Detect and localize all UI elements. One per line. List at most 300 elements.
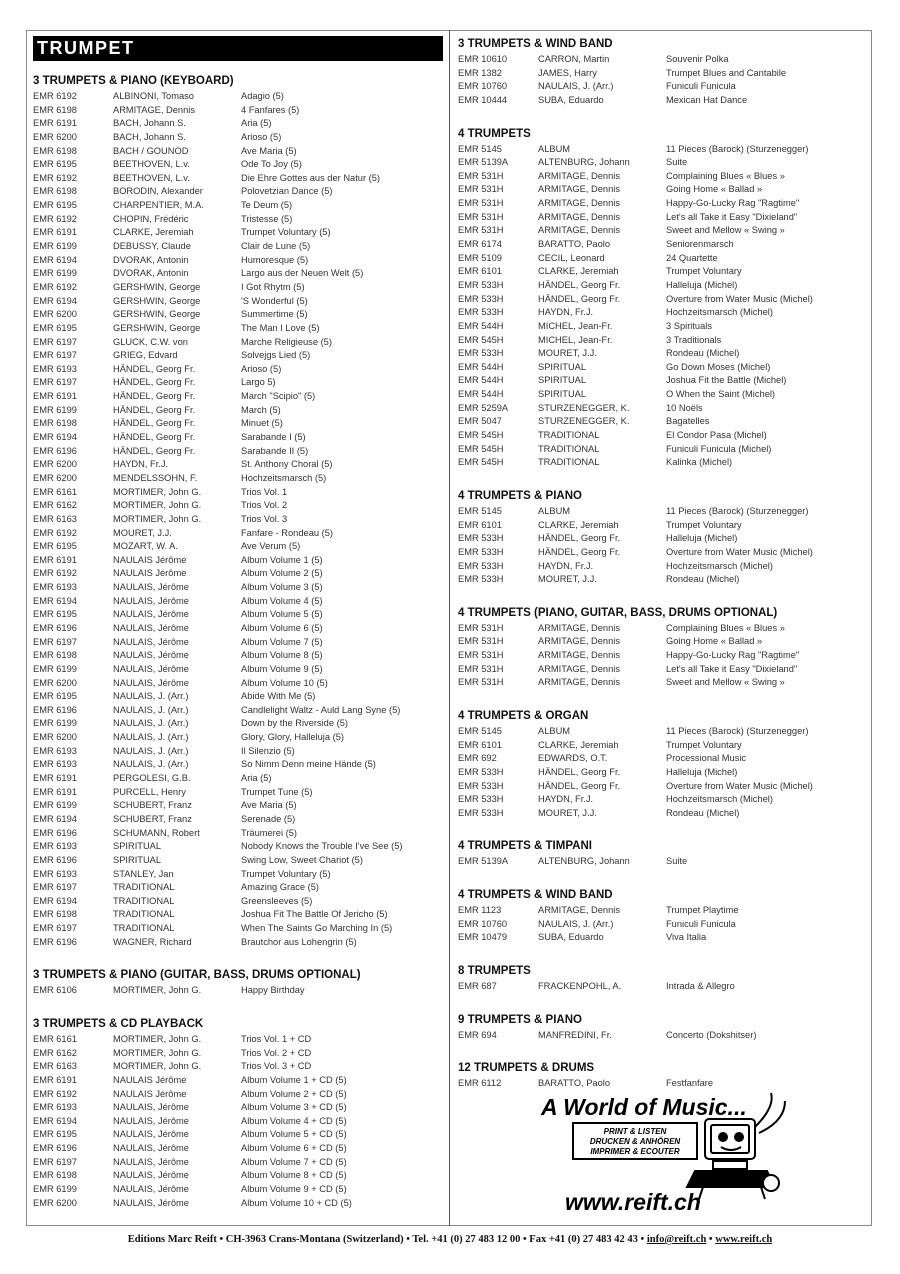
catalog-row bbox=[33, 240, 443, 254]
catalog-number: EMR 6199 bbox=[33, 268, 77, 279]
catalog-row bbox=[458, 904, 868, 918]
catalog-row bbox=[33, 868, 443, 882]
work-title: Trios Vol. 2 bbox=[241, 500, 288, 511]
catalog-number: EMR 6195 bbox=[33, 159, 77, 170]
composer: MICHEL, Jean-Fr. bbox=[538, 334, 613, 345]
work-title: March "Scipio" (5) bbox=[241, 391, 316, 402]
catalog-number: EMR 6199 bbox=[33, 718, 77, 729]
catalog-row bbox=[33, 1047, 443, 1061]
catalog-section bbox=[458, 963, 868, 994]
composer: HAYDN, Fr.J. bbox=[538, 560, 594, 571]
catalog-row bbox=[33, 595, 443, 609]
catalog-number: EMR 6192 bbox=[33, 527, 77, 538]
work-title: 3 Traditionals bbox=[666, 334, 722, 345]
work-title: Festfanfare bbox=[666, 1078, 714, 1089]
section-heading: 9 TRUMPETS & PIANO bbox=[458, 1013, 582, 1026]
work-title: Concerto (Dokshitser) bbox=[666, 1029, 757, 1040]
work-title: I Got Rhytm (5) bbox=[241, 281, 305, 292]
composer: CLARKE, Jeremiah bbox=[538, 519, 619, 530]
catalog-number: EMR 6163 bbox=[33, 513, 77, 524]
catalog-row bbox=[33, 745, 443, 759]
catalog-section bbox=[458, 126, 868, 470]
catalog-number: EMR 6196 bbox=[33, 445, 77, 456]
catalog-number: EMR 531H bbox=[458, 663, 504, 674]
composer: TRADITIONAL bbox=[538, 430, 600, 441]
catalog-number: EMR 533H bbox=[458, 766, 504, 777]
catalog-row bbox=[458, 918, 868, 932]
catalog-number: EMR 6191 bbox=[33, 118, 77, 129]
catalog-number: EMR 6194 bbox=[33, 895, 77, 906]
work-title: Sarabande II (5) bbox=[241, 445, 309, 456]
work-title: The Man I Love (5) bbox=[241, 322, 320, 333]
catalog-number: EMR 533H bbox=[458, 546, 504, 557]
catalog-row bbox=[33, 499, 443, 513]
catalog-row bbox=[33, 1074, 443, 1088]
section-heading: 3 TRUMPETS & PIANO (KEYBOARD) bbox=[33, 75, 234, 87]
composer: ARMITAGE, Dennis bbox=[538, 225, 620, 236]
catalog-row bbox=[458, 980, 868, 994]
composer: SPIRITUAL bbox=[538, 375, 587, 386]
catalog-number: EMR 6193 bbox=[33, 582, 77, 593]
catalog-number: EMR 531H bbox=[458, 225, 504, 236]
composer: NAULAIS, Jérôme bbox=[113, 1102, 189, 1113]
work-title: Suite bbox=[666, 157, 688, 168]
catalog-row bbox=[33, 117, 443, 131]
catalog-number: EMR 531H bbox=[458, 184, 504, 195]
work-title: Kalinka (Michel) bbox=[666, 457, 733, 468]
work-title: Bagatelles bbox=[666, 416, 710, 427]
catalog-number: EMR 533H bbox=[458, 574, 504, 585]
composer: SUBA, Eduardo bbox=[538, 94, 604, 105]
composer: CLARKE, Jeremiah bbox=[538, 739, 619, 750]
section-heading: 3 TRUMPETS & CD PLAYBACK bbox=[33, 1018, 204, 1030]
composer: NAULAIS, Jérôme bbox=[113, 636, 189, 647]
work-title: Album Volume 9 + CD (5) bbox=[241, 1184, 347, 1195]
catalog-number: EMR 6196 bbox=[33, 622, 77, 633]
catalog-row bbox=[33, 486, 443, 500]
right-column bbox=[458, 36, 868, 1091]
catalog-number: EMR 6199 bbox=[33, 241, 77, 252]
catalog-row bbox=[458, 739, 868, 753]
composer: MICHEL, Jean-Fr. bbox=[538, 320, 613, 331]
composer: TRADITIONAL bbox=[113, 923, 175, 934]
catalog-number: EMR 531H bbox=[458, 677, 504, 688]
composer: MORTIMER, John G. bbox=[113, 1047, 202, 1058]
catalog-number: EMR 544H bbox=[458, 389, 504, 400]
catalog-row bbox=[458, 224, 868, 238]
logo-line1: PRINT & LISTEN bbox=[603, 1127, 667, 1136]
catalog-row bbox=[458, 197, 868, 211]
work-title: Nobody Knows the Trouble I've See (5) bbox=[241, 841, 403, 852]
composer: HÄNDEL, Georg Fr. bbox=[538, 546, 621, 557]
catalog-row bbox=[33, 786, 443, 800]
work-title: Hochzeitsmarsch (Michel) bbox=[666, 307, 773, 318]
catalog-number: EMR 544H bbox=[458, 320, 504, 331]
right-sections bbox=[458, 36, 868, 1091]
composer: NAULAIS, Jérôme bbox=[113, 1129, 189, 1140]
composer: MORTIMER, John G. bbox=[113, 1061, 202, 1072]
catalog-number: EMR 531H bbox=[458, 170, 504, 181]
catalog-row bbox=[458, 573, 868, 587]
composer: NAULAIS, Jérôme bbox=[113, 1197, 189, 1208]
catalog-number: EMR 6200 bbox=[33, 472, 77, 483]
composer: BARATTO, Paolo bbox=[538, 1078, 610, 1089]
composer: HÄNDEL, Georg Fr. bbox=[113, 445, 196, 456]
work-title: Aria (5) bbox=[241, 118, 272, 129]
work-title: Album Volume 8 (5) bbox=[241, 650, 323, 661]
catalog-row bbox=[33, 731, 443, 745]
catalog-row bbox=[33, 1197, 443, 1211]
catalog-number: EMR 6191 bbox=[33, 786, 77, 797]
work-title: Album Volume 1 (5) bbox=[241, 554, 323, 565]
catalog-number: EMR 6106 bbox=[33, 985, 77, 996]
catalog-number: EMR 6191 bbox=[33, 554, 77, 565]
catalog-row bbox=[33, 1128, 443, 1142]
catalog-number: EMR 6194 bbox=[33, 295, 77, 306]
work-title: Adagio (5) bbox=[241, 91, 284, 101]
catalog-row bbox=[33, 895, 443, 909]
work-title: Halleluja (Michel) bbox=[666, 279, 738, 290]
composer: ALBUM bbox=[538, 505, 571, 516]
work-title: Album Volume 7 + CD (5) bbox=[241, 1156, 347, 1167]
composer: ALTENBURG, Johann bbox=[538, 856, 630, 867]
catalog-number: EMR 6199 bbox=[33, 1184, 77, 1195]
catalog-number: EMR 531H bbox=[458, 211, 504, 222]
catalog-number: EMR 6193 bbox=[33, 759, 77, 770]
catalog-number: EMR 5109 bbox=[458, 252, 502, 263]
catalog-row bbox=[33, 213, 443, 227]
catalog-number: EMR 6198 bbox=[33, 909, 77, 920]
catalog-number: EMR 6162 bbox=[33, 1047, 77, 1058]
catalog-row bbox=[458, 429, 868, 443]
catalog-number: EMR 6199 bbox=[33, 404, 77, 415]
catalog-number: EMR 6193 bbox=[33, 363, 77, 374]
catalog-number: EMR 6192 bbox=[33, 213, 77, 224]
work-title: 11 Pieces (Barock) (Sturzenegger) bbox=[666, 725, 809, 736]
catalog-number: EMR 6194 bbox=[33, 813, 77, 824]
composer: NAULAIS, J. (Arr.) bbox=[113, 691, 189, 702]
work-title: Candlelight Waltz - Auld Lang Syne (5) bbox=[241, 704, 401, 715]
composer: GERSHWIN, George bbox=[113, 309, 201, 320]
catalog-number: EMR 533H bbox=[458, 533, 504, 544]
composer: ARMITAGE, Dennis bbox=[538, 663, 620, 674]
catalog-row bbox=[458, 752, 868, 766]
composer: HÄNDEL, Georg Fr. bbox=[538, 293, 621, 304]
catalog-row bbox=[33, 936, 443, 950]
composer: ARMITAGE, Dennis bbox=[538, 650, 620, 661]
work-title: Album Volume 7 (5) bbox=[241, 636, 323, 647]
catalog-row bbox=[458, 676, 868, 690]
catalog-row bbox=[458, 361, 868, 375]
composer: BARATTO, Paolo bbox=[538, 239, 610, 250]
work-title: Trumpet Blues and Cantabile bbox=[666, 67, 787, 78]
catalog-number: EMR 544H bbox=[458, 361, 504, 372]
logo-line2: DRUCKEN & ANHÖREN bbox=[589, 1137, 681, 1146]
composer: ALTENBURG, Johann bbox=[538, 157, 630, 168]
catalog-row bbox=[458, 456, 868, 470]
catalog-number: EMR 6192 bbox=[33, 281, 77, 292]
catalog-row bbox=[33, 567, 443, 581]
catalog-number: EMR 6193 bbox=[33, 745, 77, 756]
work-title: St. Anthony Choral (5) bbox=[241, 459, 333, 470]
catalog-row bbox=[33, 881, 443, 895]
composer: HAYDN, Fr.J. bbox=[538, 794, 594, 805]
catalog-number: EMR 533H bbox=[458, 307, 504, 318]
work-title: Seniorenmarsch bbox=[666, 239, 734, 250]
catalog-number: EMR 6101 bbox=[458, 739, 502, 750]
catalog-number: EMR 6198 bbox=[33, 650, 77, 661]
composer: NAULAIS, Jérôme bbox=[113, 1170, 189, 1181]
work-title: Album Volume 5 + CD (5) bbox=[241, 1129, 347, 1140]
work-title: Album Volume 9 (5) bbox=[241, 663, 323, 674]
section-heading: 12 TRUMPETS & DRUMS bbox=[458, 1062, 595, 1075]
catalog-number: EMR 6197 bbox=[33, 1156, 77, 1167]
catalog-number: EMR 5139A bbox=[458, 856, 509, 867]
catalog-row bbox=[33, 677, 443, 691]
work-title: Fanfare - Rondeau (5) bbox=[241, 527, 333, 538]
catalog-number: EMR 6200 bbox=[33, 732, 77, 743]
composer: HAYDN, Fr.J. bbox=[113, 459, 169, 470]
section-heading: 4 TRUMPETS & ORGAN bbox=[458, 709, 589, 722]
catalog-number: EMR 531H bbox=[458, 636, 504, 647]
catalog-number: EMR 5145 bbox=[458, 505, 502, 516]
catalog-number: EMR 6199 bbox=[33, 800, 77, 811]
catalog-row bbox=[33, 1156, 443, 1170]
composer: TRADITIONAL bbox=[538, 443, 600, 454]
catalog-number: EMR 6192 bbox=[33, 1088, 77, 1099]
catalog-number: EMR 6191 bbox=[33, 391, 77, 402]
work-title: Amazing Grace (5) bbox=[241, 882, 320, 893]
work-title: Greensleeves (5) bbox=[241, 895, 313, 906]
catalog-number: EMR 6196 bbox=[33, 1143, 77, 1154]
catalog-row bbox=[33, 322, 443, 336]
catalog-row bbox=[458, 622, 868, 636]
catalog-row bbox=[458, 443, 868, 457]
catalog-row bbox=[458, 546, 868, 560]
catalog-row bbox=[458, 532, 868, 546]
catalog-row bbox=[458, 807, 868, 821]
catalog-number: EMR 533H bbox=[458, 560, 504, 571]
work-title: Let's all Take it Easy "Dixieland" bbox=[666, 211, 798, 222]
composer: PERGOLESI, G.B. bbox=[113, 773, 191, 784]
catalog-number: EMR 545H bbox=[458, 334, 504, 345]
catalog-number: EMR 6195 bbox=[33, 541, 77, 552]
catalog-row bbox=[458, 855, 868, 869]
catalog-number: EMR 6191 bbox=[33, 227, 77, 238]
work-title: Souvenir Polka bbox=[666, 54, 729, 64]
work-title: Arioso (5) bbox=[241, 363, 282, 374]
composer: MORTIMER, John G. bbox=[113, 486, 202, 497]
catalog-number: EMR 5259A bbox=[458, 402, 509, 413]
catalog-row bbox=[33, 608, 443, 622]
catalog-number: EMR 533H bbox=[458, 794, 504, 805]
catalog-number: EMR 6197 bbox=[33, 377, 77, 388]
composer: NAULAIS, Jérôme bbox=[113, 595, 189, 606]
work-title: Going Home « Ballad » bbox=[666, 184, 763, 195]
work-title: Largo 5) bbox=[241, 377, 276, 388]
composer: HÄNDEL, Georg Fr. bbox=[113, 432, 196, 443]
work-title: Rondeau (Michel) bbox=[666, 348, 740, 359]
work-title: Trios Vol. 1 bbox=[241, 486, 288, 497]
composer: TRADITIONAL bbox=[113, 909, 175, 920]
catalog-row bbox=[458, 279, 868, 293]
composer: NAULAIS, J. (Arr.) bbox=[113, 759, 189, 770]
work-title: Mexican Hat Dance bbox=[666, 94, 748, 105]
composer: NAULAIS, Jérôme bbox=[113, 582, 189, 593]
composer: MANFREDINI, Fr. bbox=[538, 1029, 612, 1040]
composer: NAULAIS, Jérôme bbox=[113, 1156, 189, 1167]
catalog-number: EMR 6191 bbox=[33, 1074, 77, 1085]
catalog-row bbox=[33, 636, 443, 650]
catalog-number: EMR 533H bbox=[458, 293, 504, 304]
catalog-number: EMR 6192 bbox=[33, 568, 77, 579]
composer: ARMITAGE, Dennis bbox=[538, 170, 620, 181]
catalog-number: EMR 6195 bbox=[33, 691, 77, 702]
composer: ARMITAGE, Dennis bbox=[538, 905, 620, 916]
composer: ALBUM bbox=[538, 143, 571, 154]
catalog-number: EMR 6200 bbox=[33, 459, 77, 470]
catalog-row bbox=[458, 649, 868, 663]
footer-web-link[interactable]: www.reift.ch bbox=[715, 1234, 773, 1245]
catalog-number: EMR 545H bbox=[458, 443, 504, 454]
catalog-row bbox=[458, 183, 868, 197]
composer: EDWARDS, O.T. bbox=[538, 753, 608, 764]
composer: MOURET, J.J. bbox=[113, 527, 172, 538]
composer: BEETHOVEN, L.v. bbox=[113, 159, 190, 170]
composer: NAULAIS, J. (Arr.) bbox=[538, 81, 614, 92]
work-title: 3 Spirituals bbox=[666, 320, 712, 331]
catalog-number: EMR 6198 bbox=[33, 1170, 77, 1181]
work-title: Die Ehre Gottes aus der Natur (5) bbox=[241, 172, 380, 183]
catalog-number: EMR 6200 bbox=[33, 131, 77, 142]
catalog-row bbox=[33, 622, 443, 636]
section-heading: 4 TRUMPETS & WIND BAND bbox=[458, 889, 613, 902]
logo-graphic bbox=[535, 1087, 797, 1217]
catalog-row bbox=[33, 104, 443, 118]
work-title: Trumpet Tune (5) bbox=[241, 786, 313, 797]
work-title: Album Volume 10 (5) bbox=[241, 677, 328, 688]
catalog-number: EMR 6193 bbox=[33, 841, 77, 852]
left-column bbox=[33, 36, 443, 1210]
work-title: Largo aus der Neuen Welt (5) bbox=[241, 268, 364, 279]
catalog-number: EMR 531H bbox=[458, 198, 504, 209]
catalog-row bbox=[458, 94, 868, 108]
work-title: Overture from Water Music (Michel) bbox=[666, 293, 813, 304]
catalog-row bbox=[458, 293, 868, 307]
catalog-row bbox=[33, 376, 443, 390]
composer: MORTIMER, John G. bbox=[113, 985, 202, 996]
catalog-row bbox=[33, 922, 443, 936]
catalog-number: EMR 6162 bbox=[33, 500, 77, 511]
work-title: Ave Maria (5) bbox=[241, 800, 297, 811]
work-title: Trios Vol. 1 + CD bbox=[241, 1034, 312, 1044]
work-title: Brautchor aus Lohengrin (5) bbox=[241, 936, 357, 947]
work-title: Intrada & Allegro bbox=[666, 981, 735, 992]
composer: NAULAIS Jérôme bbox=[113, 568, 187, 579]
catalog-number: EMR 6198 bbox=[33, 418, 77, 429]
catalog-row bbox=[33, 295, 443, 309]
catalog-number: EMR 531H bbox=[458, 650, 504, 661]
catalog-row bbox=[33, 1169, 443, 1183]
catalog-row bbox=[33, 513, 443, 527]
catalog-row bbox=[458, 80, 868, 94]
composer: NAULAIS, J. (Arr.) bbox=[538, 918, 614, 929]
composer: SPIRITUAL bbox=[538, 361, 587, 372]
composer: HÄNDEL, Georg Fr. bbox=[113, 418, 196, 429]
footer-email-link[interactable]: info@reift.ch bbox=[646, 1234, 707, 1245]
work-title: 'S Wonderful (5) bbox=[241, 295, 308, 306]
catalog-number: EMR 545H bbox=[458, 457, 504, 468]
work-title: Album Volume 1 + CD (5) bbox=[241, 1074, 347, 1085]
composer: ARMITAGE, Dennis bbox=[538, 622, 620, 633]
catalog-row bbox=[33, 758, 443, 772]
work-title: Ode To Joy (5) bbox=[241, 159, 302, 170]
work-title: Trumpet Voluntary bbox=[666, 266, 742, 277]
catalog-number: EMR 6197 bbox=[33, 882, 77, 893]
work-title: Swing Low, Sweet Chariot (5) bbox=[241, 854, 363, 865]
catalog-row bbox=[458, 1029, 868, 1043]
work-title: 11 Pieces (Barock) (Sturzenegger) bbox=[666, 505, 809, 516]
catalog-row bbox=[458, 402, 868, 416]
catalog-row bbox=[33, 649, 443, 663]
catalog-row bbox=[458, 347, 868, 361]
catalog-row bbox=[33, 690, 443, 704]
catalog-row bbox=[33, 349, 443, 363]
catalog-row bbox=[458, 334, 868, 348]
catalog-row bbox=[458, 238, 868, 252]
work-title: Album Volume 6 (5) bbox=[241, 622, 323, 633]
catalog-number: EMR 10444 bbox=[458, 94, 508, 105]
composer: HÄNDEL, Georg Fr. bbox=[113, 377, 196, 388]
work-title: Glory, Glory, Halleluja (5) bbox=[241, 732, 344, 743]
catalog-number: EMR 6101 bbox=[458, 519, 502, 530]
catalog-number: EMR 6194 bbox=[33, 432, 77, 443]
catalog-row bbox=[33, 1142, 443, 1156]
catalog-row bbox=[458, 931, 868, 945]
catalog-row bbox=[458, 505, 868, 519]
catalog-row bbox=[33, 226, 443, 240]
work-title: Album Volume 8 + CD (5) bbox=[241, 1170, 347, 1181]
composer: CHOPIN, Frédéric bbox=[113, 213, 189, 224]
composer: STURZENEGGER, K. bbox=[538, 416, 630, 427]
catalog-number: EMR 6101 bbox=[458, 266, 502, 277]
catalog-section bbox=[458, 1012, 868, 1043]
catalog-row bbox=[33, 540, 443, 554]
composer: BACH / GOUNOD bbox=[113, 145, 189, 156]
catalog-row bbox=[33, 281, 443, 295]
catalog-row bbox=[33, 308, 443, 322]
work-title: Funiculi Funicula (Michel) bbox=[666, 443, 772, 454]
composer: NAULAIS, Jérôme bbox=[113, 663, 189, 674]
catalog-row bbox=[33, 336, 443, 350]
work-title: El Condor Pasa (Michel) bbox=[666, 430, 767, 441]
catalog-row bbox=[33, 840, 443, 854]
catalog-row bbox=[33, 445, 443, 459]
work-title: Träumerei (5) bbox=[241, 827, 297, 838]
work-title: Hochzeitsmarsch (5) bbox=[241, 472, 327, 483]
composer: NAULAIS, J. (Arr.) bbox=[113, 704, 189, 715]
composer: TRADITIONAL bbox=[113, 895, 175, 906]
catalog-number: EMR 6195 bbox=[33, 200, 77, 211]
catalog-row bbox=[458, 170, 868, 184]
catalog-row bbox=[458, 635, 868, 649]
catalog-section bbox=[458, 605, 868, 690]
catalog-number: EMR 6192 bbox=[33, 91, 77, 101]
composer: HÄNDEL, Georg Fr. bbox=[113, 404, 196, 415]
composer: BACH, Johann S. bbox=[113, 131, 186, 142]
catalog-number: EMR 10760 bbox=[458, 81, 508, 92]
work-title: Sarabande I (5) bbox=[241, 432, 306, 443]
